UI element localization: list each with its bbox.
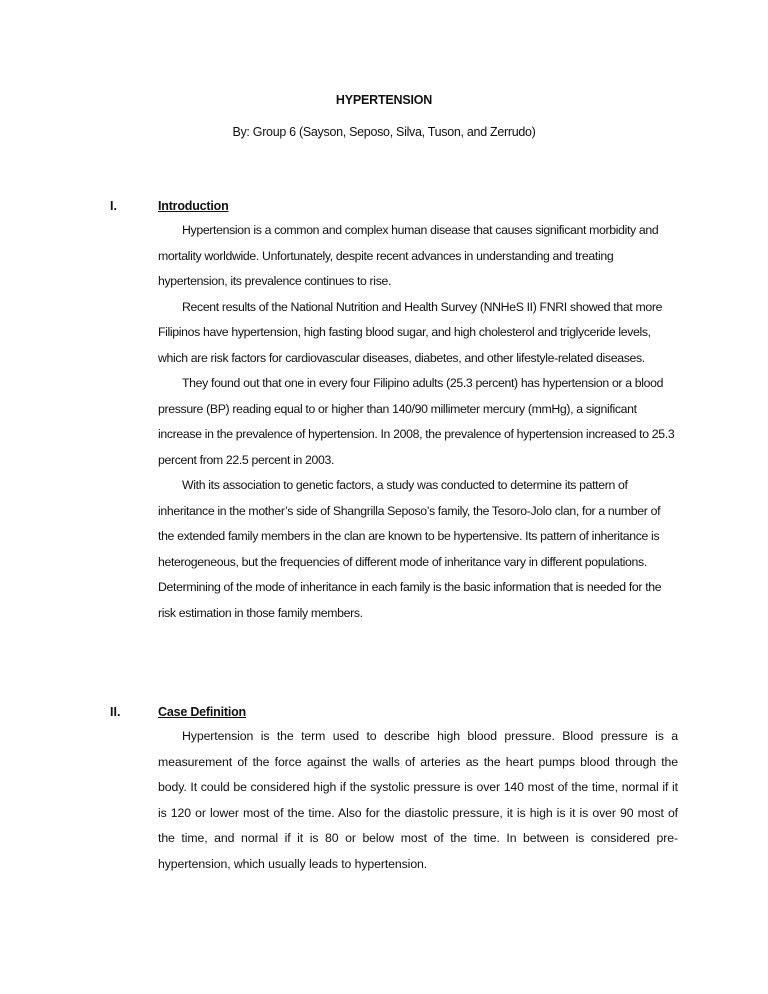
paragraph: Recent results of the National Nutrition and Health Survey (NNHeS II) FNRI showed that more Filipinos have hypertension, high fasting blood sugar, and high cholesterol and triglyceride levels, which are risk factors for cardiovascular diseases, diabetes, and other lifestyle-related diseases. [158,299,663,365]
document-title: HYPERTENSION [335,93,433,107]
document-authors: By: Group 6 (Sayson, Seposo, Silva, Tuson, and Zerrudo) [232,125,536,139]
section-body-case-definition [158,724,678,877]
paragraph: Hypertension is a common and complex human disease that causes significant morbidity and mortality worldwide. Unfortunately, despite recent advances in understanding and treating hypertension, its prevalence continues to rise. [158,223,659,288]
paragraph: With its association to genetic factors, a study was conducted to determine its pattern of inheritance in the mother’s side of Shangrilla Seposo’s family, the Tesoro-Jolo clan, for a number of the extended family members in the clan are known to be hypertensive. Its pattern of inheritance is heterogeneous, but the frequencies of different mode of inheritance vary in different populations. Determining of the mode of inheritance in each family is the basic information that is needed for the risk estimation in those family members. [158,478,662,620]
section-body-introduction [158,218,678,626]
section-number: II. [110,705,121,719]
section-number: I. [110,199,117,213]
paragraph: They found out that one in every four Filipino adults (25.3 percent) has hypertension or a blood pressure (BP) reading equal to or higher than 140/90 millimeter mercury (mmHg), a significant increase in the prevalence of hypertension. In 2008, the prevalence of hypertension increased to 25.3 percent from 22.5 percent in 2003. [158,376,675,467]
paragraph: Hypertension is the term used to describe high blood pressure. Blood pressure is a measurement of the force against the walls of arteries as the heart pumps blood through the body. It could be considered high if the systolic pressure is over 140 most of the time, normal if it is 120 or lower most of the time. Also for the diastolic pressure, it is high is it is over 90 most of the time, and normal if it is 80 or below most of the time. In between is considered pre-hypertension, which usually leads to hypertension. [158,729,678,871]
section-heading-introduction: Introduction [158,199,229,213]
section-heading-case-definition: Case Definition [158,705,246,719]
